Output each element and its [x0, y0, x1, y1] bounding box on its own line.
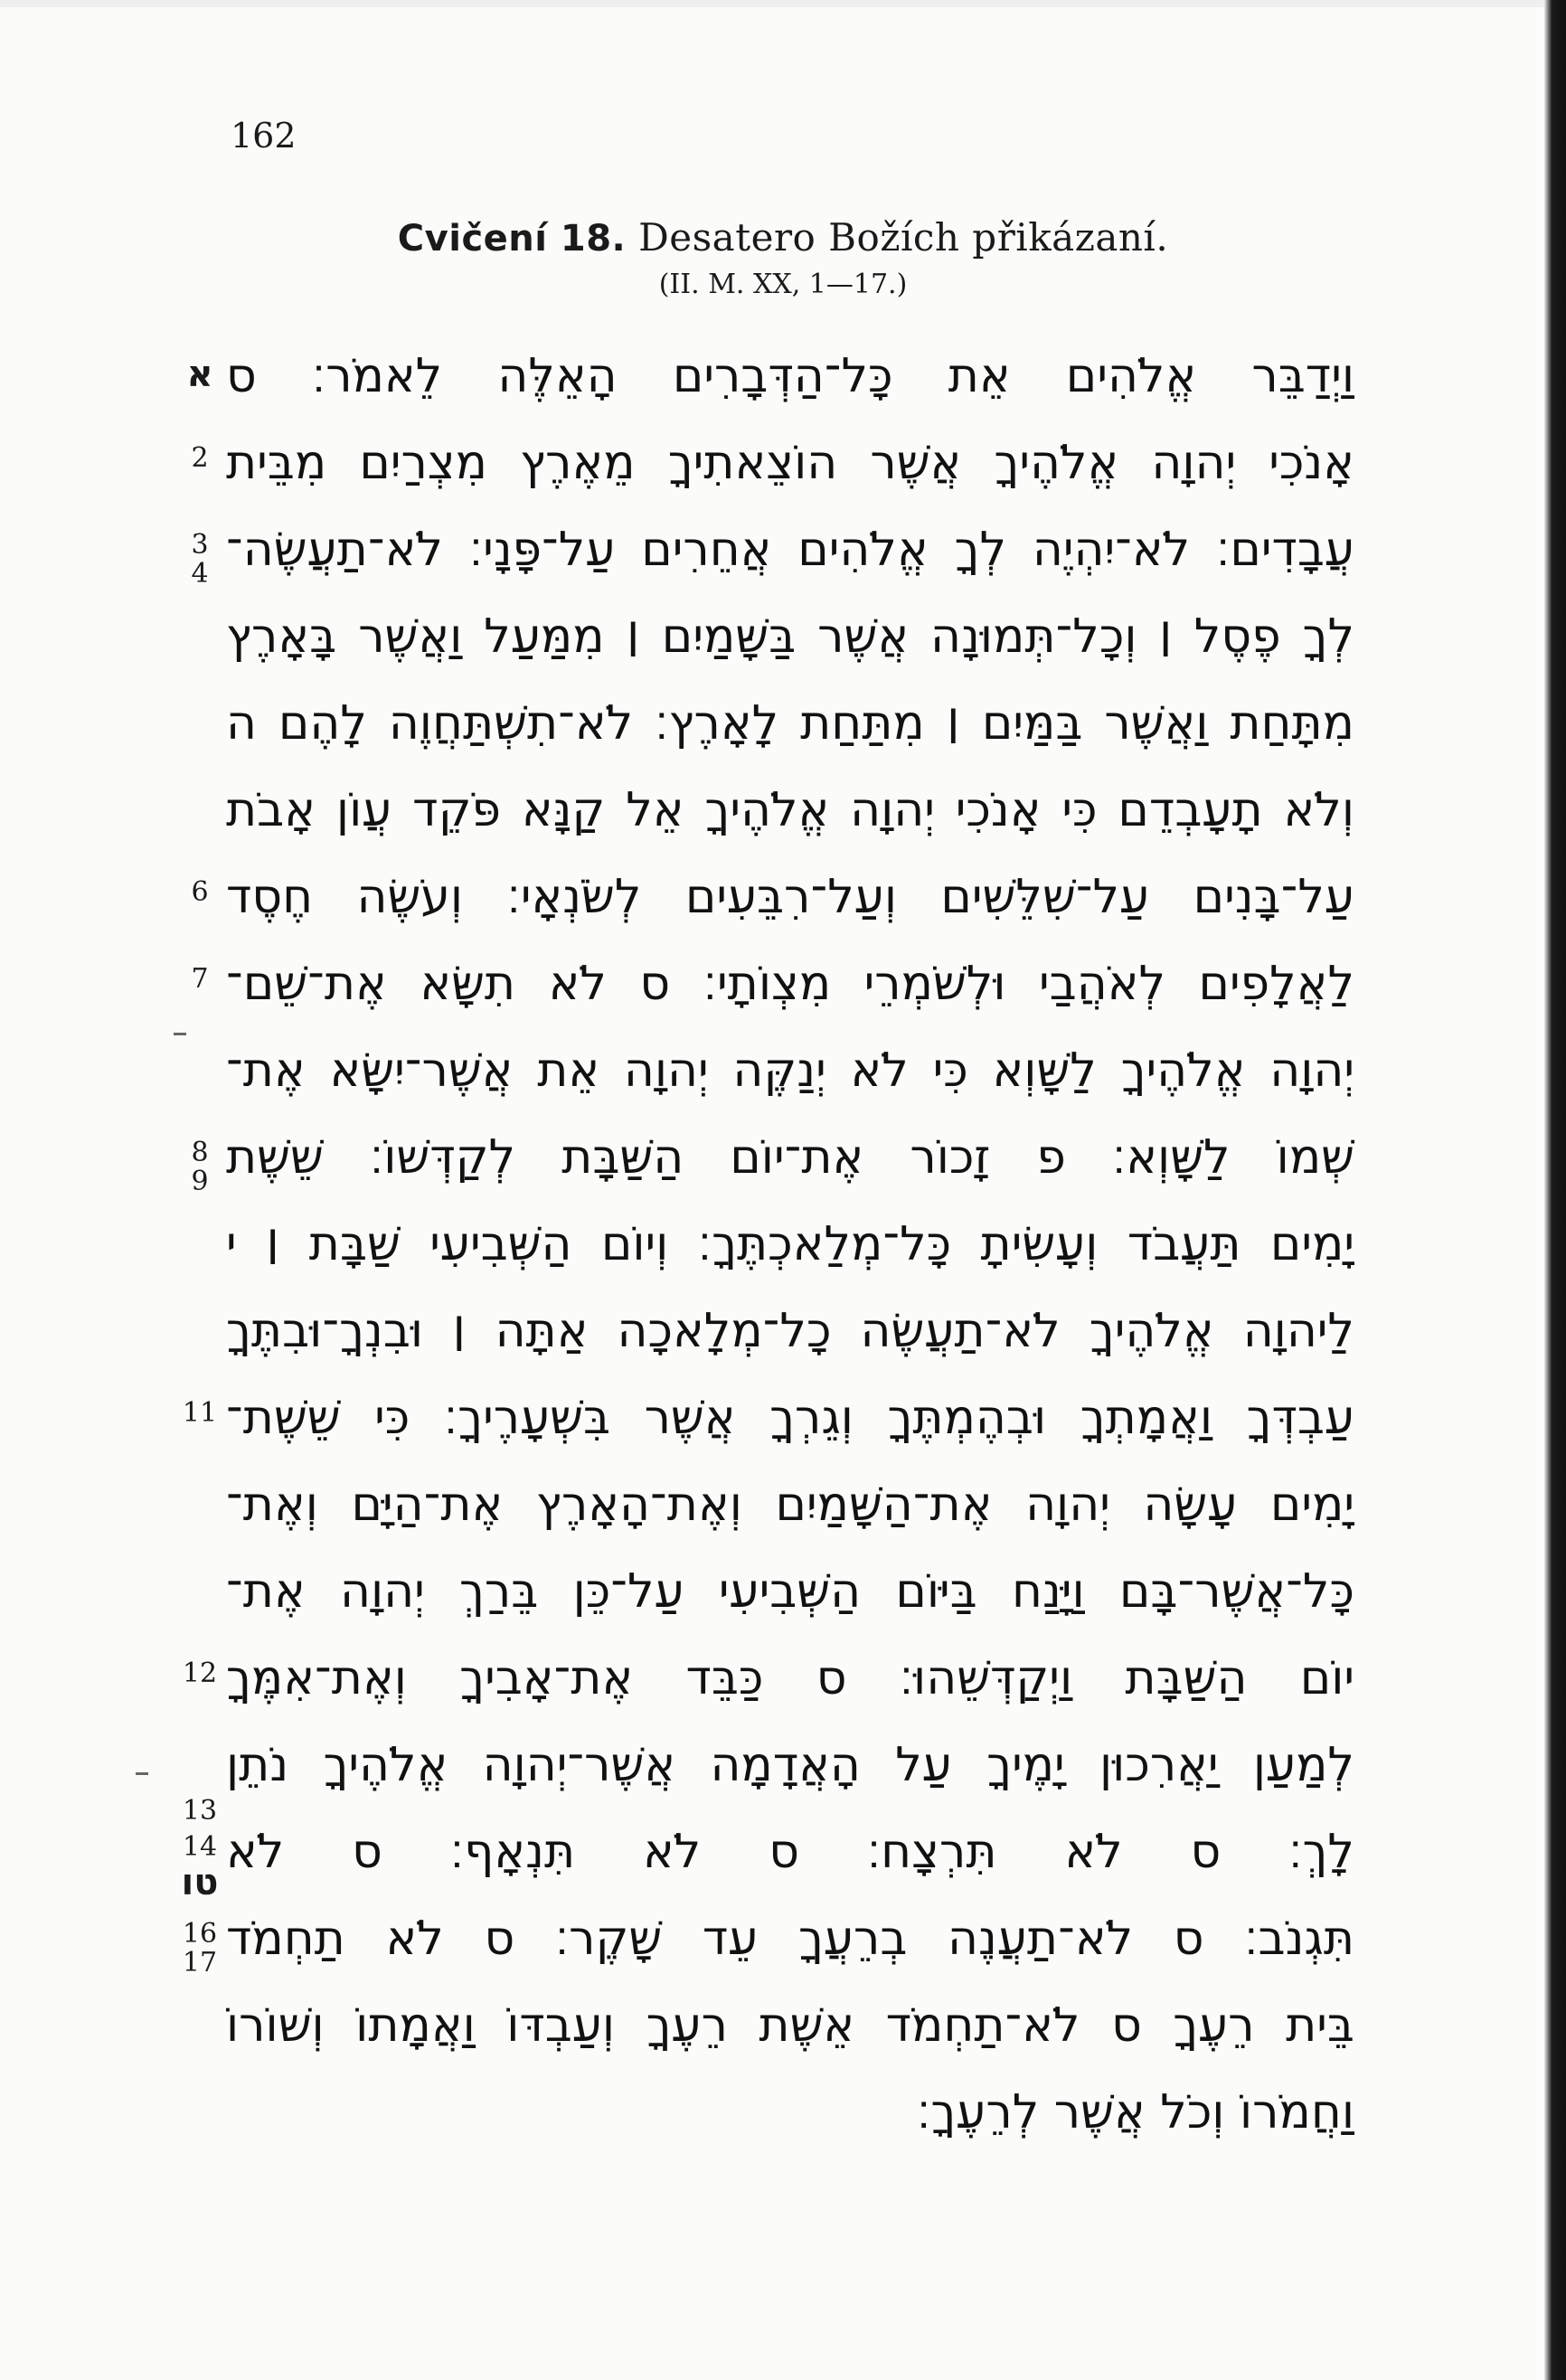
- hebrew-line-text: לַיהוָה אֱלֹהֶיךָ לֹא־תַעֲשֶׂה כָל־מְלָאכָה אַתָּה ׀ וּבִנְךָ־וּבִתֶּךָ: [226, 1304, 1354, 1358]
- verse-number: א: [186, 354, 213, 395]
- exercise-header: [0, 215, 1566, 300]
- hebrew-line-text: תִּגְנֹב׃ ס לֹא־תַעֲנֶה בְרֵעֲךָ עֵד שָׁקֶר׃ ס לֹא תַחְמֹד: [226, 1912, 1354, 1966]
- text-line: [226, 1986, 1354, 2073]
- exercise-title-rest: Desatero Božích přikázaní.: [626, 215, 1169, 260]
- exercise-title-bold: Cvičení 18.: [397, 218, 627, 260]
- page-number: 162: [231, 116, 297, 156]
- text-line: [226, 1031, 1354, 1118]
- text-line: [182, 1639, 1354, 1725]
- verse-number: 3: [191, 529, 209, 561]
- hebrew-text-block: [181, 336, 1354, 2159]
- hebrew-line-text: יָמִים עָשָׂה יְהוָה אֶת־הַשָּׁמַיִם וְאֶת־הָאָרֶץ אֶת־הַיָּם וְאֶת־: [226, 1478, 1354, 1532]
- hebrew-line-text: אָנֹכִי יְהוָה אֱלֹהֶיךָ אֲשֶׁר הוֹצֵאתִיךָ מֵאֶרֶץ מִצְרַיִם מִבֵּית: [226, 436, 1354, 490]
- hebrew-line-text: שְׁמוֹ לַשָּׁוְא׃ פ זָכוֹר אֶת־יוֹם הַשַּׁבָּת לְקַדְּשׁוֹ׃ שֵׁשֶׁת: [226, 1130, 1354, 1185]
- text-line: [191, 423, 1354, 510]
- hebrew-line-text: לַאֲלָפִים לְאֹהֲבַי וּלְשֹׁמְרֵי מִצְוֹתָי׃ ס לֹא תִשָּׂא אֶת־שֵׁם־: [226, 957, 1354, 1011]
- text-line: [191, 1118, 1354, 1204]
- hebrew-line-text: לָךְ׃ ס לֹא תִּרְצָח׃ ס לֹא תִּנְאָף׃ ס לֹא: [226, 1825, 1354, 1879]
- verse-number: 13: [182, 1795, 218, 1827]
- verse-number: 12: [182, 1658, 218, 1689]
- text-line: [191, 510, 1354, 597]
- text-line: [182, 1725, 1354, 1827]
- text-line: [191, 857, 1354, 944]
- text-line: [226, 1465, 1354, 1552]
- scan-edge-top: [0, 0, 1566, 7]
- text-line: [226, 684, 1354, 770]
- text-line: [186, 336, 1354, 423]
- hebrew-line-text: בֵּית רֵעֶךָ ס לֹא־תַחְמֹד אֵשֶׁת רֵעֶךָ וְעַבְדּוֹ וַאֲמָתוֹ וְשׁוֹרוֹ: [226, 1998, 1354, 2053]
- text-line: [226, 2073, 1354, 2159]
- hebrew-line-text: עַבְדְּךָ וַאֲמָתְךָ וּבְהֶמְתֶּךָ וְגֵרְךָ אֲשֶׁר בִּשְׁעָרֶיךָ׃ כִּי שֵׁשֶׁת־: [226, 1391, 1354, 1445]
- scan-edge-right: [1544, 0, 1566, 2380]
- exercise-subtitle: (II. M. XX, 1—17.): [658, 269, 908, 300]
- verse-number: 16: [182, 1918, 218, 1950]
- verse-number: 2: [191, 442, 209, 474]
- hebrew-line-text: כָּל־אֲשֶׁר־בָּם וַיָּנַח בַּיּוֹם הַשְּׁבִיעִי עַל־כֵּן בֵּרַךְ יְהוָה אֶת־: [226, 1564, 1354, 1619]
- hebrew-line-text: לְךָ פֶסֶל ׀ וְכָל־תְּמוּנָה אֲשֶׁר בַּשָּׁמַיִם ׀ מִמַּעַל וַאֲשֶׁר בָּאָרֶץ: [226, 609, 1354, 664]
- text-line: [226, 1552, 1354, 1639]
- verse-number: 9: [191, 1166, 209, 1197]
- verse-number: טו: [181, 1862, 219, 1903]
- text-line: [226, 1291, 1354, 1378]
- text-line: [191, 944, 1354, 1031]
- text-line: [226, 597, 1354, 684]
- hebrew-line-text: עֲבָדִים׃ לֹא־יִהְיֶה לְךָ אֱלֹהִים אֲחֵרִים עַל־פָּנָי׃ לֹא־תַעֲשֶׂה־: [226, 523, 1354, 577]
- exercise-title: [0, 215, 1566, 260]
- hebrew-line-text: וַיְדַבֵּר אֱלֹהִים אֵת כָּל־הַדְּבָרִים הָאֵלֶּה לֵאמֹר׃ ס: [226, 349, 1354, 403]
- hebrew-line-text: לְמַעַן יַאֲרִכוּן יָמֶיךָ עַל הָאֲדָמָה אֲשֶׁר־יְהוָה אֱלֹהֶיךָ נֹתֵן: [226, 1738, 1354, 1792]
- hebrew-line-text: יְהוָה אֱלֹהֶיךָ לַשָּׁוְא כִּי לֹא יְנַקֶּה יְהוָה אֵת אֲשֶׁר־יִשָּׂא אֶת־: [226, 1044, 1354, 1098]
- text-line: [226, 1204, 1354, 1291]
- verse-number: 11: [182, 1397, 218, 1429]
- margin-dash-mark: [174, 1033, 186, 1035]
- margin-dash-mark: [136, 1772, 148, 1775]
- verse-number: 8: [191, 1137, 209, 1168]
- text-line: [181, 1812, 1354, 1903]
- text-line: [182, 1378, 1354, 1465]
- hebrew-line-text: יָמִים תַּעֲבֹד וְעָשִׂיתָ כָּל־מְלַאכְתֶּךָ׃ וְיוֹם הַשְּׁבִיעִי שַׁבָּת ׀ י: [226, 1217, 1354, 1271]
- hebrew-line-text: מִתָּחַת וַאֲשֶׁר בַּמַּיִם ׀ מִתַּחַת לָאָרֶץ׃ לֹא־תִשְׁתַּחֲוֶה לָהֶם ה: [226, 696, 1354, 751]
- verse-number: 7: [191, 963, 209, 995]
- hebrew-line-text: וַחֲמֹרוֹ וְכֹל אֲשֶׁר לְרֵעֶךָ׃: [917, 2085, 1354, 2139]
- text-line: [226, 770, 1354, 857]
- verse-number: 14: [182, 1831, 218, 1863]
- hebrew-line-text: יוֹם הַשַּׁבָּת וַיְקַדְּשֵׁהוּ׃ ס כַּבֵּד אֶת־אָבִיךָ וְאֶת־אִמֶּךָ: [226, 1651, 1354, 1705]
- verse-number: 4: [191, 558, 209, 590]
- verse-number: 17: [182, 1947, 218, 1979]
- hebrew-line-text: עַל־בָּנִים עַל־שִׁלֵּשִׁים וְעַל־רִבֵּעִים לְשֹׂנְאָי׃ וְעֹשֶׂה חֶסֶד: [226, 870, 1354, 924]
- verse-number: 6: [191, 876, 209, 908]
- hebrew-line-text: וְלֹא תָעָבְדֵם כִּי אָנֹכִי יְהוָה אֱלֹהֶיךָ אֵל קַנָּא פֹּקֵד עֲוֹן אָבֹת: [226, 783, 1354, 837]
- text-line: [182, 1899, 1354, 1986]
